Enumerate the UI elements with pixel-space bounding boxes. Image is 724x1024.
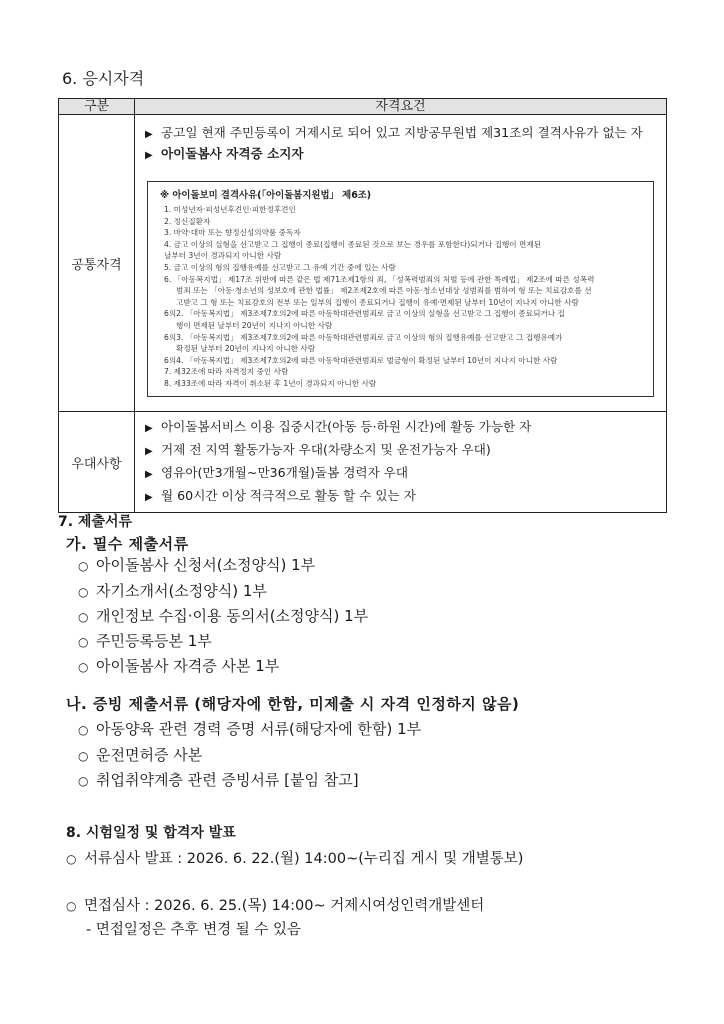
list-item: ○ 취업취약계층 관련 증빙서류 [붙임 참고] — [78, 771, 359, 789]
triangle-bullet-icon: ▶ — [145, 150, 153, 161]
section6-heading: 6. 응시자격 — [62, 69, 145, 88]
interview-note: - 면접일정은 추후 변경 될 수 있음 — [86, 922, 301, 938]
list-item: ○ 아이돌봄사 신청서(소정양식) 1부 — [78, 556, 316, 574]
circle-bullet-icon: ○ — [78, 559, 89, 573]
qualification-table — [58, 98, 667, 513]
disq-line: 범죄 또는 「아동·청소년의 성보호에 관한 법률」 제2조제2호에 따른 아동·청소년대상 성범죄를 범하여 형 또는 치료감호를 선 — [176, 286, 592, 296]
list-item: ▶ 공고일 현재 주민등록이 거제시로 되어 있고 지방공무원법 제31조의 결격사유가 없는 자 — [145, 123, 658, 144]
triangle-bullet-icon: ▶ — [145, 129, 153, 140]
preference-cell — [135, 412, 667, 513]
circle-bullet-icon: ○ — [78, 635, 89, 649]
circle-bullet-icon: ○ — [66, 852, 77, 866]
list-item: ▶ 아이돌봄서비스 이용 집중시간(아동 등·하원 시간)에 활동 가능한 자 — [145, 416, 658, 439]
list-item: ○ 자기소개서(소정양식) 1부 — [78, 582, 267, 600]
disq-line: 4. 금고 이상의 실형을 선고받고 그 집행이 종료(집행이 종료된 것으로 보는 경우를 포함한다)되거나 집행이 면제된 — [164, 239, 542, 249]
triangle-bullet-icon: ▶ — [145, 423, 153, 434]
table-row — [59, 115, 667, 412]
list-item: ▶ 거제 전 지역 활동가능자 우대(차량소지 및 운전가능자 우대) — [145, 439, 658, 462]
col-header-category: 구분 — [59, 99, 135, 115]
triangle-bullet-icon: ▶ — [145, 492, 153, 503]
circle-bullet-icon: ○ — [66, 899, 77, 913]
list-item: ▶ 월 60시간 이상 적극적으로 활동 할 수 있는 자 — [145, 485, 658, 508]
row-label-common: 공통자격 — [59, 115, 135, 412]
required-docs-subheading: 가. 필수 제출서류 — [66, 535, 189, 553]
section8-heading: 8. 시험일정 및 합격자 발표 — [66, 825, 236, 841]
circle-bullet-icon: ○ — [78, 723, 89, 737]
disq-line: 고받고 그 형 또는 치료감호의 전부 또는 일부의 집행이 종료되거나 집행이 유예·면제된 날부터 10년이 지나지 아니한 사람 — [176, 297, 579, 307]
list-item: ○ 아이돌봄사 자격증 사본 1부 — [78, 657, 280, 675]
disq-line: 확정된 날부터 20년이 지나지 아니한 사람 — [176, 344, 316, 354]
disq-line: 1. 미성년자·피성년후견인·피한정후견인 — [164, 205, 296, 214]
triangle-bullet-icon: ▶ — [145, 446, 153, 457]
circle-bullet-icon: ○ — [78, 660, 89, 674]
disq-line: 2. 정신질환자 — [164, 216, 211, 226]
common-requirements-cell — [135, 115, 667, 412]
disq-line: 6의3. 「아동복지법」 제3조제7호의2에 따른 아동학대관련범죄로 금고 이상의 형의 집행유예를 선고받고 그 집행유예가 — [164, 332, 563, 342]
disq-line: 6. 「아동복지법」 제17조 위반에 따른 같은 법 제71조제1항의 죄, 「성폭력범죄의 처벌 등에 관한 특례법」 제2조에 따른 성폭력 — [164, 274, 595, 284]
col-header-requirements: 자격요건 — [135, 99, 667, 115]
circle-bullet-icon: ○ — [78, 585, 89, 599]
supporting-docs-subheading: 나. 증빙 제출서류 (해당자에 한함, 미제출 시 자격 인정하지 않음) — [66, 695, 520, 713]
table-row — [59, 412, 667, 513]
disq-line: 날부터 3년이 경과되지 아니한 사람 — [164, 251, 282, 261]
disqualification-title: ※ 아이돌보미 결격사유(「아이돌봄지원법」 제6조) — [160, 190, 372, 201]
disq-line: 6의4. 「아동복지법」 제3조제7호의2에 따른 아동학대관련범죄로 벌금형이 확정된 날부터 10년이 지나지 아니한 사람 — [164, 355, 558, 365]
circle-bullet-icon: ○ — [78, 774, 89, 788]
list-item: ○ 개인정보 수집·이용 동의서(소정양식) 1부 — [78, 607, 369, 625]
disq-line: 7. 제32조에 따라 자격정지 중인 사람 — [164, 367, 289, 377]
disq-line: 6의2. 「아동복지법」 제3조제7호의2에 따른 아동학대관련범죄로 금고 이상의 실형을 선고받고 그 집행이 종료되거나 집 — [164, 309, 565, 319]
disqualification-box — [147, 181, 654, 397]
disq-line: 3. 마약·대마 또는 향정신성의약품 중독자 — [164, 228, 301, 238]
table-header-row — [59, 99, 667, 115]
document-review-schedule: ○ 서류심사 발표 : 2026. 6. 22.(월) 14:00~(누리집 게시 및 개별통보) — [66, 851, 524, 867]
list-item: ○ 운전면허증 사본 — [78, 746, 203, 764]
disq-line: 8. 제33조에 따라 자격이 취소된 후 1년이 경과되지 아니한 사람 — [164, 378, 377, 388]
list-item: ▶ 아이돌봄사 자격증 소지자 — [145, 144, 658, 165]
list-item: ○ 주민등록등본 1부 — [78, 632, 212, 650]
disq-line: 행이 면제된 날부터 20년이 지나지 아니한 사람 — [176, 320, 333, 330]
interview-schedule: ○ 면접심사 : 2026. 6. 25.(목) 14:00~ 거제시여성인력개발센터 — [66, 898, 485, 914]
disq-line: 5. 금고 이상의 형의 집행유예를 선고받고 그 유예 기간 중에 있는 사람 — [164, 262, 396, 272]
circle-bullet-icon: ○ — [78, 610, 89, 624]
section7-heading: 7. 제출서류 — [58, 514, 133, 530]
circle-bullet-icon: ○ — [78, 749, 89, 763]
triangle-bullet-icon: ▶ — [145, 469, 153, 480]
row-label-preference: 우대사항 — [59, 412, 135, 513]
list-item: ▶ 영유아(만3개월~만36개월)돌봄 경력자 우대 — [145, 462, 658, 485]
list-item: ○ 아동양육 관련 경력 증명 서류(해당자에 한함) 1부 — [78, 720, 422, 738]
